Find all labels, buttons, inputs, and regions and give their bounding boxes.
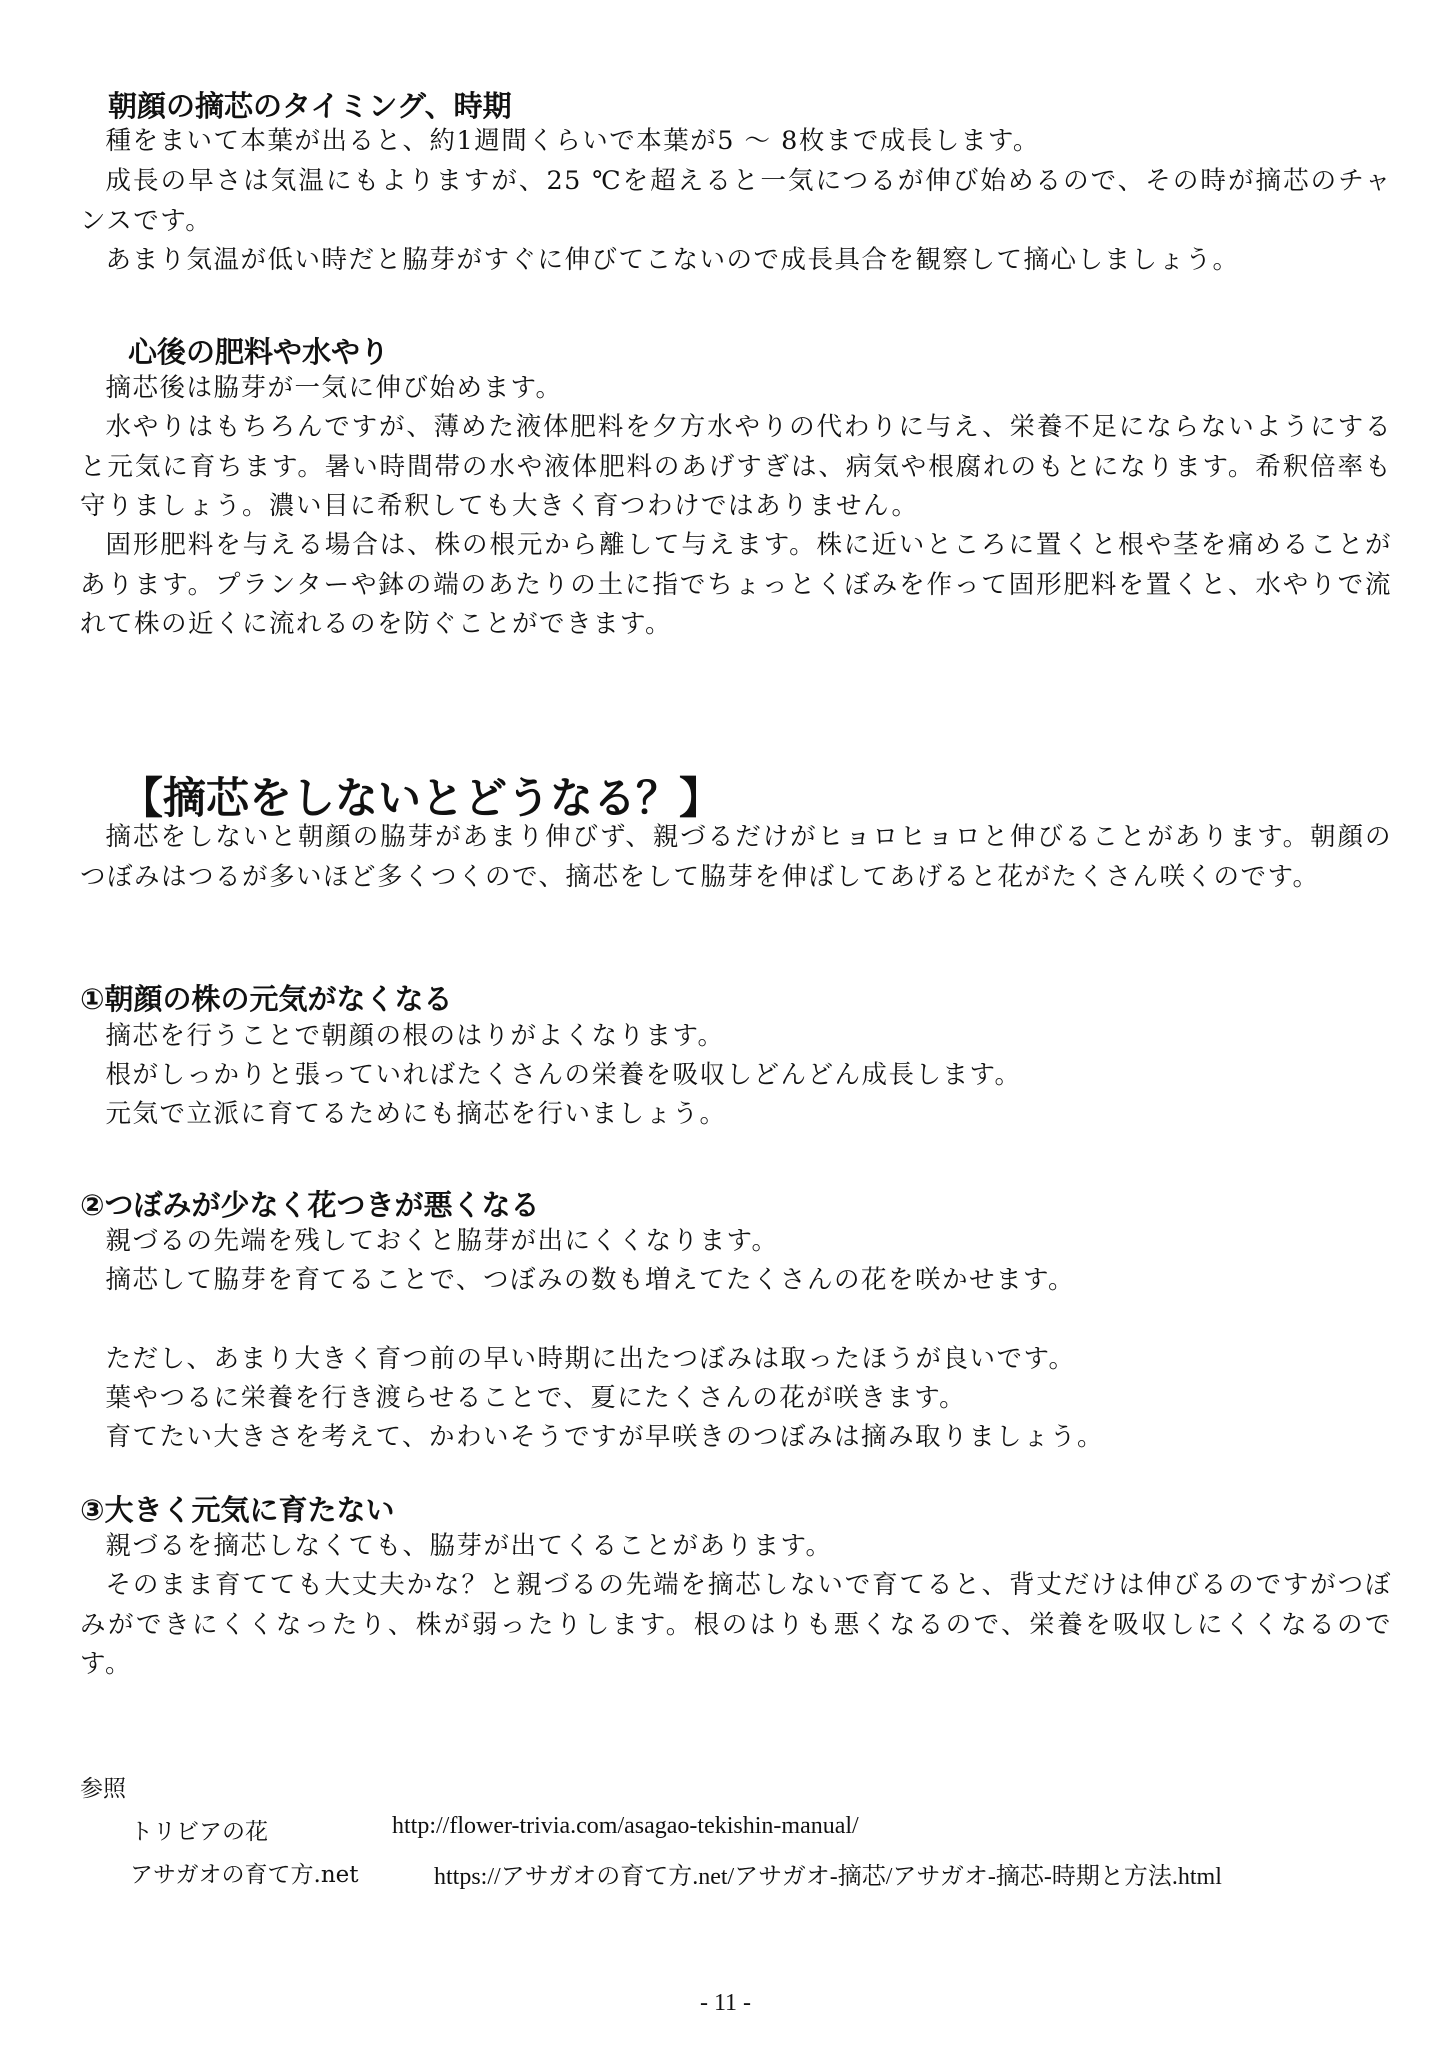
timing-paragraph-2: 成長の早さは気温にもよりますが、25 ℃を超えると一気につるが伸び始めるので、その時が摘芯のチャンスです。 <box>80 166 1392 236</box>
point2-paragraph-2: 摘芯して脇芽を育てることで、つぼみの数も増えてたくさんの花を咲かせます。 <box>105 1265 1075 1295</box>
point3-paragraph-1: 親づるを摘芯しなくても、脇芽が出てくることがあります。 <box>105 1531 833 1561</box>
point2-paragraph-1: 親づるの先端を残しておくと脇芽が出にくくなります。 <box>105 1226 779 1256</box>
fertilizer-paragraph-3: 固形肥料を与える場合は、株の根元から離して与えます。株に近いところに置くと根や茎を痛めることがあります。プランターや鉢の端のあたりの土に指でちょっとくぼみを作って固形肥料を置くと、水やりで流れて株の近くに流れるのを防ぐことができます。 <box>80 530 1392 639</box>
timing-paragraph-1: 種をまいて本葉が出ると、約1週間くらいで本葉が5 ～ 8枚まで成長します。 <box>105 126 1040 156</box>
references-label: 参照 <box>80 1776 126 1802</box>
heading-timing: 朝顔の摘芯のタイミング、時期 <box>108 89 512 123</box>
heading-without-pinching: 【摘芯をしないとどうなる？】 <box>120 774 722 824</box>
timing-paragraph-3: あまり気温が低い時だと脇芽がすぐに伸びてこないので成長具合を観察して摘心しましょう。 <box>105 245 1240 275</box>
point1-paragraph-3: 元気で立派に育てるためにも摘芯を行いましょう。 <box>105 1099 727 1129</box>
point1-paragraph-2: 根がしっかりと張っていればたくさんの栄養を吸収しどんどん成長します。 <box>105 1060 1022 1090</box>
point3-paragraph-2: そのまま育てても大丈夫かな？と親づるの先端を摘芯しないで育てると、背丈だけは伸びるのですがつぼみができにくくなったり、株が弱ったりします。根のはりも悪くなるので、栄養を吸収しにくくなるのです。 <box>80 1570 1392 1679</box>
without-paragraph-1: 摘芯をしないと朝顔の脇芽があまり伸びず、親づるだけがヒョロヒョロと伸びることがあります。朝顔のつぼみはつるが多いほど多くつくので、摘芯をして脇芽を伸ばしてあげると花がたくさん咲くのです。 <box>80 822 1392 892</box>
reference-name-1: トリビアの花 <box>130 1819 268 1845</box>
fertilizer-paragraph-1: 摘芯後は脇芽が一気に伸び始めます。 <box>105 373 563 403</box>
fertilizer-paragraph-2: 水やりはもちろんですが、薄めた液体肥料を夕方水やりの代わりに与え、栄養不足にならないようにすると元気に育ちます。暑い時間帯の水や液体肥料のあげすぎは、病気や根腐れのもとになります。希釈倍率も守りましょう。濃い目に希釈しても大きく育つわけではありません。 <box>80 412 1392 521</box>
reference-url-1[interactable]: http://flower-trivia.com/asagao-tekishin-manual/ <box>392 1813 859 1839</box>
reference-name-2: アサガオの育て方.net <box>130 1862 359 1888</box>
reference-url-2[interactable]: https://アサガオの育て方.net/アサガオ-摘芯/アサガオ-摘芯-時期と方法.html <box>434 1864 1222 1890</box>
point2-paragraph-5: 育てたい大きさを考えて、かわいそうですが早咲きのつぼみは摘み取りましょう。 <box>105 1422 1104 1452</box>
point2-paragraph-4: 葉やつるに栄養を行き渡らせることで、夏にたくさんの花が咲きます。 <box>105 1383 967 1413</box>
heading-point-3: ③大きく元気に育たない <box>80 1493 395 1527</box>
page-number: - 11 - <box>699 1990 752 2016</box>
heading-point-1: ①朝顔の株の元気がなくなる <box>80 982 453 1016</box>
heading-fertilizer: 心後の肥料や水やり <box>128 335 390 369</box>
point1-paragraph-1: 摘芯を行うことで朝顔の根のはりがよくなります。 <box>105 1021 725 1051</box>
heading-point-2: ②つぼみが少なく花つきが悪くなる <box>80 1188 540 1222</box>
point2-paragraph-3: ただし、あまり大きく育つ前の早い時期に出たつぼみは取ったほうが良いです。 <box>105 1344 1076 1374</box>
